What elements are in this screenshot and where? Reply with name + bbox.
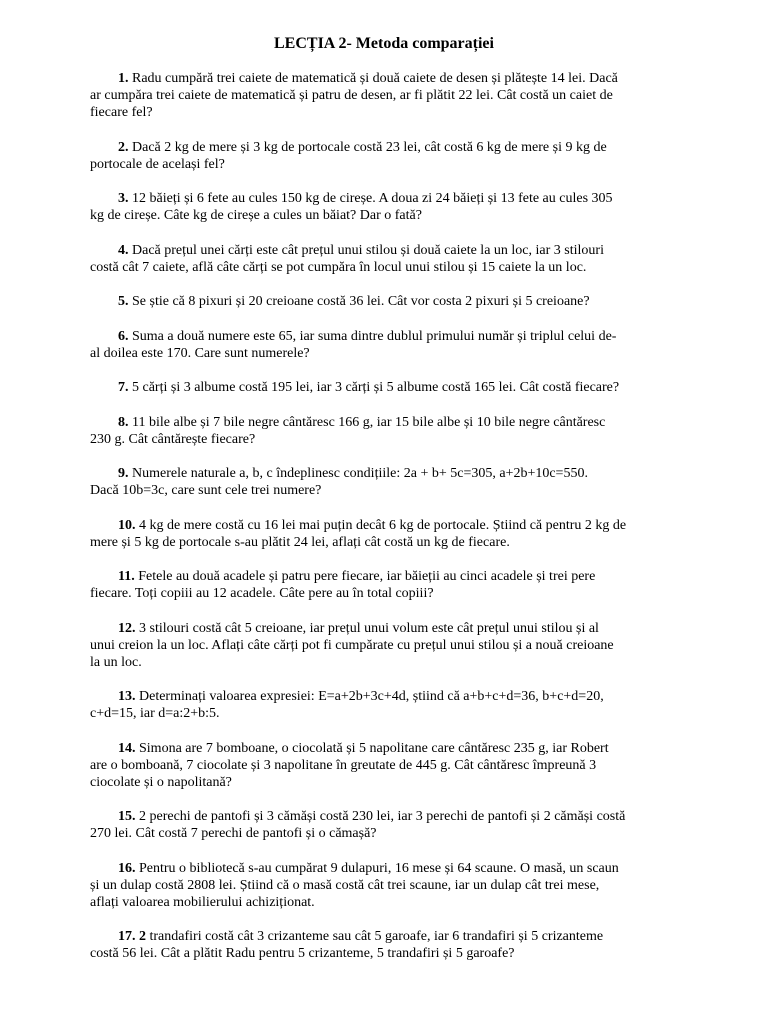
problem-number: 1. <box>118 71 129 86</box>
problem-number: 17. 2 <box>118 929 146 944</box>
problem-text: Dacă 2 kg de mere și 3 kg de portocale costă 23 lei, cât costă 6 kg de mere și 9 kg de <box>132 139 607 155</box>
problem-text: Determinați valoarea expresiei: E=a+2b+3c+4d, știind că a+b+c+d=36, b+c+d=20, <box>139 689 604 704</box>
problem-first-line <box>118 242 678 259</box>
problem-first-line <box>118 139 678 156</box>
problem-number: 6. <box>118 328 129 344</box>
problem-first-line <box>118 860 678 877</box>
problem-first-line <box>118 928 678 945</box>
problem-first-line <box>118 414 678 431</box>
problem-first-line <box>118 379 678 396</box>
problem-continuation-line: 230 g. Cât cântărește fiecare? <box>90 431 256 447</box>
problem-item <box>90 568 678 602</box>
problem-first-line <box>118 688 678 705</box>
problem-text: Dacă prețul unei cărți este cât prețul unui stilou și două caiete la un loc, iar 3 stilouri <box>132 242 604 258</box>
problem-number: 12. <box>118 620 136 636</box>
problem-number: 14. <box>118 740 136 756</box>
problem-continuation-line: al doilea este 170. Care sunt numerele? <box>90 345 310 361</box>
problem-item <box>90 740 678 791</box>
problem-item <box>90 242 678 276</box>
problem-number: 5. <box>118 294 129 309</box>
problem-text: Simona are 7 bomboane, o ciocolată și 5 napolitane care cântăresc 235 g, iar Robert <box>139 740 609 756</box>
problem-number: 4. <box>118 242 129 258</box>
problem-first-line <box>118 568 678 585</box>
problem-item <box>118 293 678 310</box>
problem-first-line <box>118 620 678 637</box>
problem-number: 3. <box>118 191 129 206</box>
problem-text: Suma a două numere este 65, iar suma dintre dublul primului număr și triplul celui de- <box>132 328 617 344</box>
problem-continuation-line: fiecare fel? <box>90 105 153 120</box>
problem-first-line <box>118 740 678 757</box>
problem-first-line <box>118 70 678 87</box>
problem-number: 10. <box>118 517 136 533</box>
problem-item <box>118 379 678 396</box>
problem-text: 4 kg de mere costă cu 16 lei mai puțin decât 6 kg de portocale. Știind că pentru 2 kg de <box>139 517 627 533</box>
problem-item <box>90 860 678 911</box>
problem-item <box>90 808 678 842</box>
problem-continuation-line: kg de cireșe. Câte kg de cireșe a cules un băiat? Dar o fată? <box>90 208 422 223</box>
problem-number: 11. <box>118 569 135 584</box>
problem-text: 11 bile albe și 7 bile negre cântăresc 166 g, iar 15 bile albe și 10 bile negre cântăresc <box>132 414 606 430</box>
problem-text: Se știe că 8 pixuri și 20 creioane costă 36 lei. Cât vor costa 2 pixuri și 5 creioane? <box>132 294 590 309</box>
problem-item <box>90 620 678 671</box>
problem-continuation-line: unui creion la un loc. Aflați câte cărți pot fi cumpărate cu prețul unui stilou și a nouă creioane <box>90 637 614 653</box>
problem-item <box>90 139 678 173</box>
problem-number: 13. <box>118 689 136 704</box>
problem-text: Pentru o bibliotecă s-au cumpărat 9 dulapuri, 16 mese și 64 scaune. O masă, un scaun <box>139 860 619 876</box>
problem-first-line <box>118 293 678 310</box>
problem-text: trandafiri costă cât 3 crizanteme sau cât 5 garoafe, iar 6 trandafiri și 5 crizanteme <box>149 929 604 944</box>
problem-item <box>90 928 678 962</box>
problem-continuation-line: costă 56 lei. Cât a plătit Radu pentru 5 crizanteme, 5 trandafiri și 5 garoafe? <box>90 946 515 961</box>
problem-continuation-line: aflați valoarea mobilierului achiziționat. <box>90 894 315 910</box>
problem-number: 16. <box>118 860 136 876</box>
problem-continuation-line: costă cât 7 caiete, află câte cărți se pot cumpăra în locul unui stilou și 15 caiete la un loc. <box>90 259 587 275</box>
problem-list <box>90 70 678 980</box>
problem-item <box>90 190 678 224</box>
problem-number: 15. <box>118 809 136 824</box>
problem-item <box>90 465 678 499</box>
problem-item <box>90 688 678 722</box>
problem-number: 9. <box>118 466 129 481</box>
problem-continuation-line: c+d=15, iar d=a:2+b:5. <box>90 706 220 721</box>
problem-text: Fetele au două acadele și patru pere fiecare, iar băieții au cinci acadele și trei pere <box>138 569 596 584</box>
problem-continuation-line: Dacă 10b=3c, care sunt cele trei numere? <box>90 483 322 498</box>
problem-continuation-line: portocale de același fel? <box>90 156 225 172</box>
problem-continuation-line: la un loc. <box>90 654 142 670</box>
problem-number: 8. <box>118 414 129 430</box>
problem-item <box>90 328 678 362</box>
problem-continuation-line: și un dulap costă 2808 lei. Știind că o masă costă cât trei scaune, iar un dulap cât trei mese, <box>90 877 600 893</box>
problem-item <box>90 414 678 448</box>
problem-first-line <box>118 465 678 482</box>
problem-continuation-line: 270 lei. Cât costă 7 perechi de pantofi și o cămașă? <box>90 826 377 841</box>
problem-text: Numerele naturale a, b, c îndeplinesc condițiile: 2a + b+ 5c=305, a+2b+10c=550. <box>132 466 588 481</box>
problem-number: 2. <box>118 139 129 155</box>
problem-item <box>90 70 678 121</box>
problem-continuation-line: mere și 5 kg de portocale s-au plătit 24 lei, aflați cât costă un kg de fiecare. <box>90 534 510 550</box>
problem-first-line <box>118 328 678 345</box>
problem-text: 12 băieți și 6 fete au cules 150 kg de cireșe. A doua zi 24 băieți și 13 fete au cules 305 <box>132 191 613 206</box>
problem-first-line <box>118 517 678 534</box>
problem-first-line <box>118 190 678 207</box>
problem-continuation-line: ciocolate și o napolitană? <box>90 774 232 790</box>
problem-text: Radu cumpără trei caiete de matematică și două caiete de desen și plătește 14 lei. Dacă <box>132 71 618 86</box>
page-title: LECȚIA 2- Metoda comparației <box>274 35 494 52</box>
problem-text: 3 stilouri costă cât 5 creioane, iar prețul unui volum este cât prețul unui stilou și al <box>139 620 599 636</box>
problem-continuation-line: are o bomboană, 7 ciocolate și 3 napolitane în greutate de 445 g. Cât cântăresc împreună 3 <box>90 757 597 773</box>
problem-first-line <box>118 808 678 825</box>
problem-number: 7. <box>118 380 129 395</box>
problem-text: 5 cărți și 3 albume costă 195 lei, iar 3 cărți și 5 albume costă 165 lei. Cât costă fiecare? <box>132 380 620 395</box>
problem-text: 2 perechi de pantofi și 3 cămăși costă 230 lei, iar 3 perechi de pantofi și 2 cămăși costă <box>139 809 626 824</box>
problem-continuation-line: ar cumpăra trei caiete de matematică și patru de desen, ar fi plătit 22 lei. Cât costă un caiet de <box>90 88 613 103</box>
problem-item <box>90 517 678 551</box>
problem-continuation-line: fiecare. Toți copiii au 12 acadele. Câte pere au în total copiii? <box>90 586 434 601</box>
